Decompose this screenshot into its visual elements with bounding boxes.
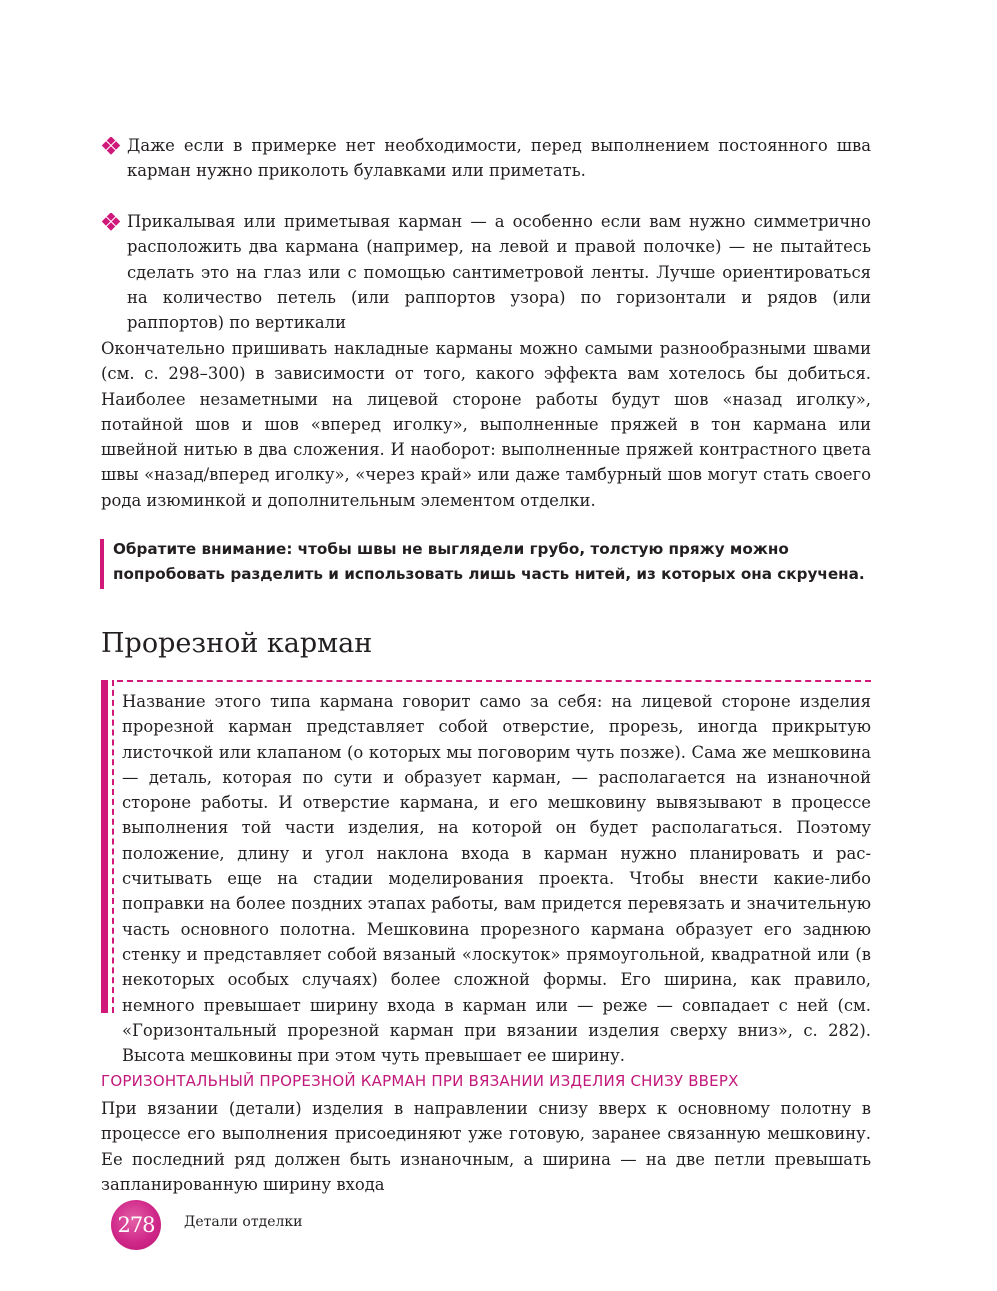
- note-accent-bar: [100, 539, 104, 589]
- note-label: Обратите внимание:: [113, 540, 293, 558]
- box-text: Название этого типа кармана говорит само за себя: на лицевой стороне изделия прорезной карман представляет собой отверстие, прорезь, иногда прикрытую листочкой или клапаном (о которых мы поговорим чуть позже). Сама же мешковина — деталь, которая по сути и образует карман, — располагается на изнаночной стороне работы. И отверстие кармана, и его мешковину вывязывают в процессе выполнения той части изделия, на которой он будет располагаться. Поэтому положение, длину и угол наклона входа в карман нужно планировать и рассчитывать еще на стадии моделирования проекта. Чтобы внести какие-либо поправки на более поздних этапах работы, вам придется перевязать и значительную часть основного полотна. Мешковина прорезного кармана образует его заднюю стенку и представляет собой вязаный «лоскуток» прямоугольной, квадратной или (в некоторых особых случаях) более сложной формы. Его ширина, как правило, немного превышает ширину входа в карман или — реже — совпадает с ней (см. «Горизонтальный прорезной карман при вязании изделия сверху вниз», с. 282). Высота мешковины при этом чуть превышает ее ширину.: [122, 692, 871, 1066]
- footer-section-label: Детали отделки: [184, 1214, 303, 1230]
- note-callout: [101, 537, 871, 588]
- section-title: Прорезной карман: [101, 628, 373, 659]
- body-paragraph: Окончательно пришивать накладные карманы можно самыми разнообразными швами (см. с. 298–300) в зависимости от того, какого эффекта вам хотелось бы добиться. Наиболее незаметными на лицевой стороне работы будут шов «назад иголку», потайной шов и шов «вперед иголку», выполненные пряжей в тон кармана или швейной нитью в два сложения. И наоборот: выполненные пряжей контрастного цвета швы «назад/вперед иголку», «через край» или даже тамбурный шов могут стать своего рода изюминкой и дополнительным элементом отделки.: [101, 339, 871, 510]
- note-body: чтобы швы не выглядели грубо, толстую пряжу можно попробовать разделить и использовать лишь часть нитей, из которых она скручена.: [113, 540, 865, 584]
- bullet-text: Даже если в примерке нет необходимости, перед выполнением постоянного шва карман нужно приколоть булавками или приметать.: [127, 136, 871, 181]
- bullet-item: [101, 133, 871, 184]
- bullet-item: [101, 209, 871, 335]
- body-paragraph: При вязании (детали) изделия в направлении снизу вверх к основному полотну в процессе его выполнения присоединяют уже готовую, заранее связанную мешковину. Ее последний ряд должен быть изнаночным, а ширина — на две петли превышать запланированную ширину входа: [101, 1099, 871, 1194]
- box-dashed-border-top: [117, 680, 871, 682]
- info-box: [101, 680, 871, 1066]
- note-text: [113, 537, 871, 588]
- bullet-text: Прикалывая или приметывая карман — а особенно если вам нужно симметрично расположить два кармана (например, на левой и правой полочке) — не пытайтесь сделать это на глаз или с помощью сантиметровой ленты. Лучше ориентироваться на количество петель (или раппортов узора) по горизонтали и рядов (или раппортов) по вертикали: [127, 212, 871, 333]
- subsection-title: ГОРИЗОНТАЛЬНЫЙ ПРОРЕЗНОЙ КАРМАН ПРИ ВЯЗАНИИ ИЗДЕЛИЯ СНИЗУ ВВЕРХ: [101, 1072, 739, 1090]
- diamond-bullet-icon: [101, 137, 121, 155]
- page-number-badge: 278: [111, 1200, 161, 1250]
- box-accent-bar: [101, 680, 108, 1013]
- box-dashed-border-left: [112, 680, 114, 1013]
- diamond-bullet-icon: [101, 213, 121, 231]
